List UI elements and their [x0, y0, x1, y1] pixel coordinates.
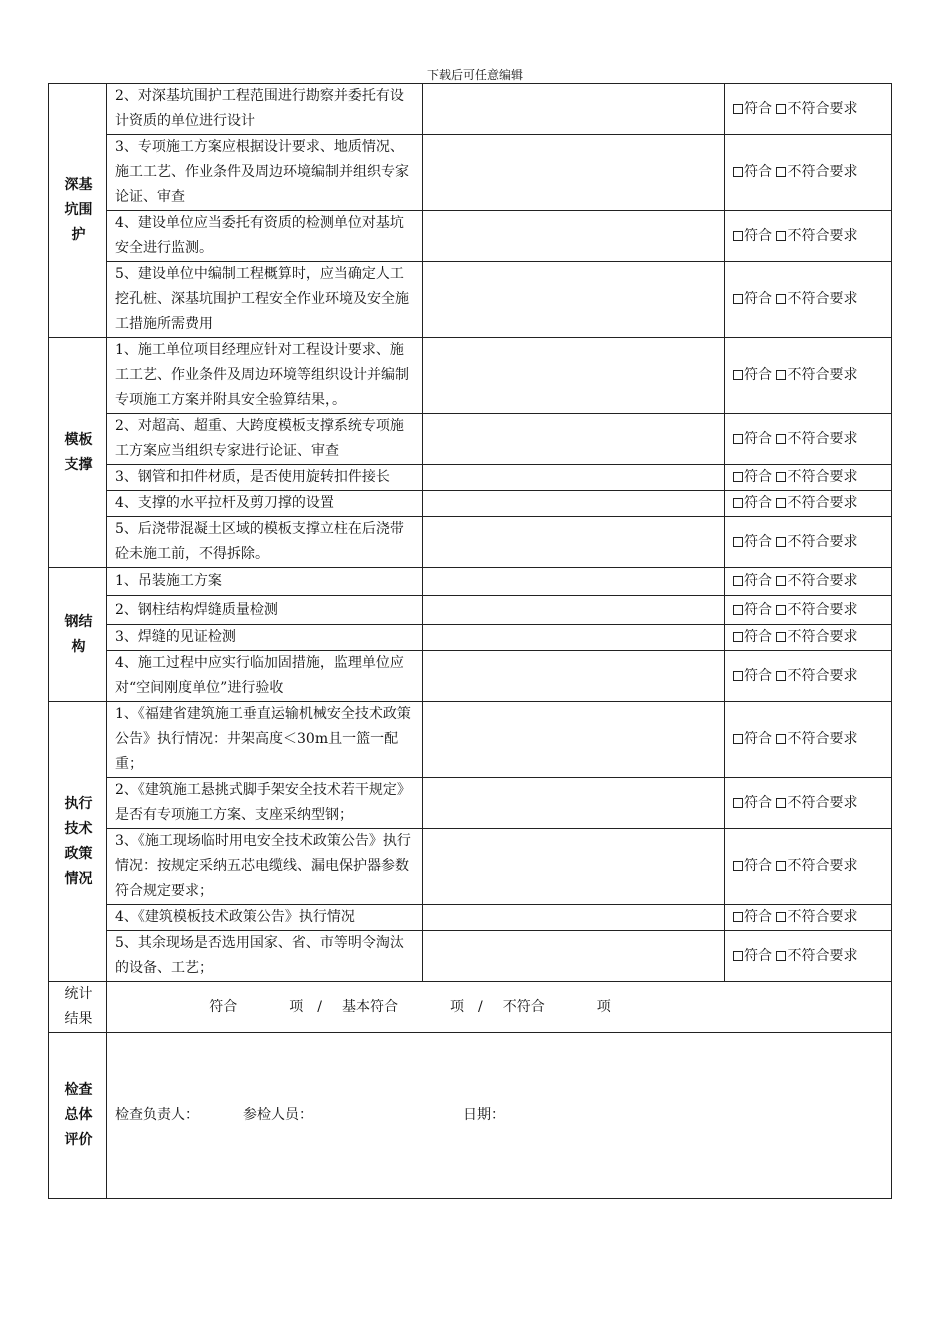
checkbox-not-conform[interactable]: [776, 632, 786, 642]
option-cell: 符合 不符合要求: [725, 414, 892, 465]
remark-cell[interactable]: [423, 829, 725, 905]
table-row: [49, 596, 892, 625]
item-text: 2、钢柱结构焊缝质量检测: [107, 596, 423, 625]
table-row: [49, 931, 892, 982]
option-cell: 符合 不符合要求: [725, 135, 892, 211]
checkbox-not-conform[interactable]: [776, 605, 786, 615]
evaluation-label: 检查总体评价: [49, 1033, 107, 1199]
leader-label: 检查负责人：: [115, 1107, 199, 1123]
checkbox-conform[interactable]: [733, 951, 743, 961]
remark-cell[interactable]: [423, 931, 725, 982]
checkbox-not-conform[interactable]: [776, 498, 786, 508]
option-cell: 符合 不符合要求: [725, 625, 892, 651]
option-cell: 符合 不符合要求: [725, 702, 892, 778]
item-text: 5、其余现场是否选用国家、省、市等明令淘汰的设备、工艺；: [107, 931, 423, 982]
category-deep-pit: 深基坑围护: [49, 84, 107, 338]
item-text: 4、建设单位应当委托有资质的检测单位对基坑安全进行监测。: [107, 211, 423, 262]
remark-cell[interactable]: [423, 651, 725, 702]
option-cell: 符合 不符合要求: [725, 262, 892, 338]
item-text: 5、后浇带混凝土区域的模板支撑立柱在后浇带砼未施工前，不得拆除。: [107, 517, 423, 568]
remark-cell[interactable]: [423, 491, 725, 517]
item-text: 4、《建筑模板技术政策公告》执行情况: [107, 905, 423, 931]
remark-cell[interactable]: [423, 625, 725, 651]
category-formwork: 模板支撑: [49, 338, 107, 568]
table-row: [49, 905, 892, 931]
checkbox-conform[interactable]: [733, 605, 743, 615]
option-cell: 符合 不符合要求: [725, 568, 892, 596]
table-row: [49, 135, 892, 211]
inspection-table: [48, 83, 892, 1199]
checkbox-conform[interactable]: [733, 104, 743, 114]
checkbox-not-conform[interactable]: [776, 472, 786, 482]
option-cell: 符合 不符合要求: [725, 338, 892, 414]
table-row: [49, 262, 892, 338]
checkbox-conform[interactable]: [733, 576, 743, 586]
item-text: 1、吊装施工方案: [107, 568, 423, 596]
item-text: 2、《建筑施工悬挑式脚手架安全技术若干规定》是否有专项施工方案、支座采纳型钢；: [107, 778, 423, 829]
checkbox-not-conform[interactable]: [776, 951, 786, 961]
remark-cell[interactable]: [423, 338, 725, 414]
table-row: [49, 517, 892, 568]
remark-cell[interactable]: [423, 905, 725, 931]
remark-cell[interactable]: [423, 596, 725, 625]
checkbox-not-conform[interactable]: [776, 167, 786, 177]
stats-label: 统计 结果: [49, 982, 107, 1033]
table-row: [49, 625, 892, 651]
table-row: [49, 414, 892, 465]
checkbox-not-conform[interactable]: [776, 671, 786, 681]
item-text: 5、建设单位中编制工程概算时，应当确定人工挖孔桩、深基坑围护工程安全作业环境及安全施工措施所需费用: [107, 262, 423, 338]
table-row: [49, 338, 892, 414]
item-text: 3、焊缝的见证检测: [107, 625, 423, 651]
category-steel-structure: 钢结构: [49, 568, 107, 702]
table-row: [49, 465, 892, 491]
checkbox-not-conform[interactable]: [776, 231, 786, 241]
header-note: 下载后可任意编辑: [426, 68, 523, 82]
option-cell: 符合 不符合要求: [725, 517, 892, 568]
remark-cell[interactable]: [423, 517, 725, 568]
remark-cell[interactable]: [423, 568, 725, 596]
stats-row: [49, 982, 892, 1033]
remark-cell[interactable]: [423, 211, 725, 262]
remark-cell[interactable]: [423, 702, 725, 778]
option-cell: 符合 不符合要求: [725, 84, 892, 135]
item-text: 1、施工单位项目经理应针对工程设计要求、施工工艺、作业条件及周边环境等组织设计并编制专项施工方案并附具安全验算结果，。: [107, 338, 423, 414]
table-row: [49, 651, 892, 702]
remark-cell[interactable]: [423, 84, 725, 135]
option-cell: 符合 不符合要求: [725, 651, 892, 702]
remark-cell[interactable]: [423, 778, 725, 829]
stats-summary: 符合 项 / 基本符合 项 / 不符合 项: [107, 982, 892, 1033]
checkbox-conform[interactable]: [733, 537, 743, 547]
option-cell: 符合 不符合要求: [725, 465, 892, 491]
category-tech-policy: 执行技术政策情况: [49, 702, 107, 982]
option-cell: 符合 不符合要求: [725, 778, 892, 829]
checkbox-conform[interactable]: [733, 798, 743, 808]
checkbox-conform[interactable]: [733, 912, 743, 922]
checkbox-conform[interactable]: [733, 434, 743, 444]
checkbox-conform[interactable]: [733, 861, 743, 871]
table-row: [49, 702, 892, 778]
remark-cell[interactable]: [423, 414, 725, 465]
checkbox-not-conform[interactable]: [776, 370, 786, 380]
option-cell: 符合 不符合要求: [725, 829, 892, 905]
item-text: 4、支撑的水平拉杆及剪刀撑的设置: [107, 491, 423, 517]
evaluation-body[interactable]: [107, 1033, 892, 1199]
item-text: 4、施工过程中应实行临加固措施，监理单位应对“空间刚度单位”进行验收: [107, 651, 423, 702]
item-text: 1、《福建省建筑施工垂直运输机械安全技术政策公告》执行情况：井架高度＜30m且一篮一配重；: [107, 702, 423, 778]
checkbox-conform[interactable]: [733, 734, 743, 744]
remark-cell[interactable]: [423, 465, 725, 491]
checkbox-not-conform[interactable]: [776, 537, 786, 547]
checkbox-not-conform[interactable]: [776, 861, 786, 871]
checkbox-conform[interactable]: [733, 167, 743, 177]
item-text: 2、对超高、超重、大跨度模板支撑系统专项施工方案应当组织专家进行论证、审查: [107, 414, 423, 465]
date-label: 日期：: [463, 1107, 505, 1123]
checkbox-not-conform[interactable]: [776, 734, 786, 744]
table-row: [49, 211, 892, 262]
option-cell: 符合 不符合要求: [725, 491, 892, 517]
option-cell: 符合 不符合要求: [725, 211, 892, 262]
checkbox-conform[interactable]: [733, 294, 743, 304]
checkbox-not-conform[interactable]: [776, 798, 786, 808]
checkbox-not-conform[interactable]: [776, 294, 786, 304]
item-text: 2、对深基坑围护工程范围进行勘察并委托有设计资质的单位进行设计: [107, 84, 423, 135]
table-row: [49, 491, 892, 517]
checkbox-conform[interactable]: [733, 632, 743, 642]
checkbox-conform[interactable]: [733, 498, 743, 508]
checkbox-conform[interactable]: [733, 370, 743, 380]
option-cell: 符合 不符合要求: [725, 596, 892, 625]
participants-label: 参检人员：: [243, 1107, 313, 1123]
option-cell: 符合 不符合要求: [725, 905, 892, 931]
evaluation-row: [49, 1033, 892, 1199]
checkbox-not-conform[interactable]: [776, 912, 786, 922]
item-text: 3、专项施工方案应根据设计要求、地质情况、施工工艺、作业条件及周边环境编制并组织专家论证、审查: [107, 135, 423, 211]
table-row: [49, 568, 892, 596]
table-row: [49, 778, 892, 829]
checkbox-conform[interactable]: [733, 671, 743, 681]
remark-cell[interactable]: [423, 262, 725, 338]
remark-cell[interactable]: [423, 135, 725, 211]
table-row: [49, 84, 892, 135]
checkbox-conform[interactable]: [733, 472, 743, 482]
checkbox-not-conform[interactable]: [776, 104, 786, 114]
option-cell: 符合 不符合要求: [725, 931, 892, 982]
checkbox-conform[interactable]: [733, 231, 743, 241]
checkbox-not-conform[interactable]: [776, 576, 786, 586]
table-row: [49, 829, 892, 905]
item-text: 3、《施工现场临时用电安全技术政策公告》执行情况：按规定采纳五芯电缆线、漏电保护器参数符合规定要求；: [107, 829, 423, 905]
item-text: 3、钢管和扣件材质，是否使用旋转扣件接长: [107, 465, 423, 491]
checkbox-not-conform[interactable]: [776, 434, 786, 444]
